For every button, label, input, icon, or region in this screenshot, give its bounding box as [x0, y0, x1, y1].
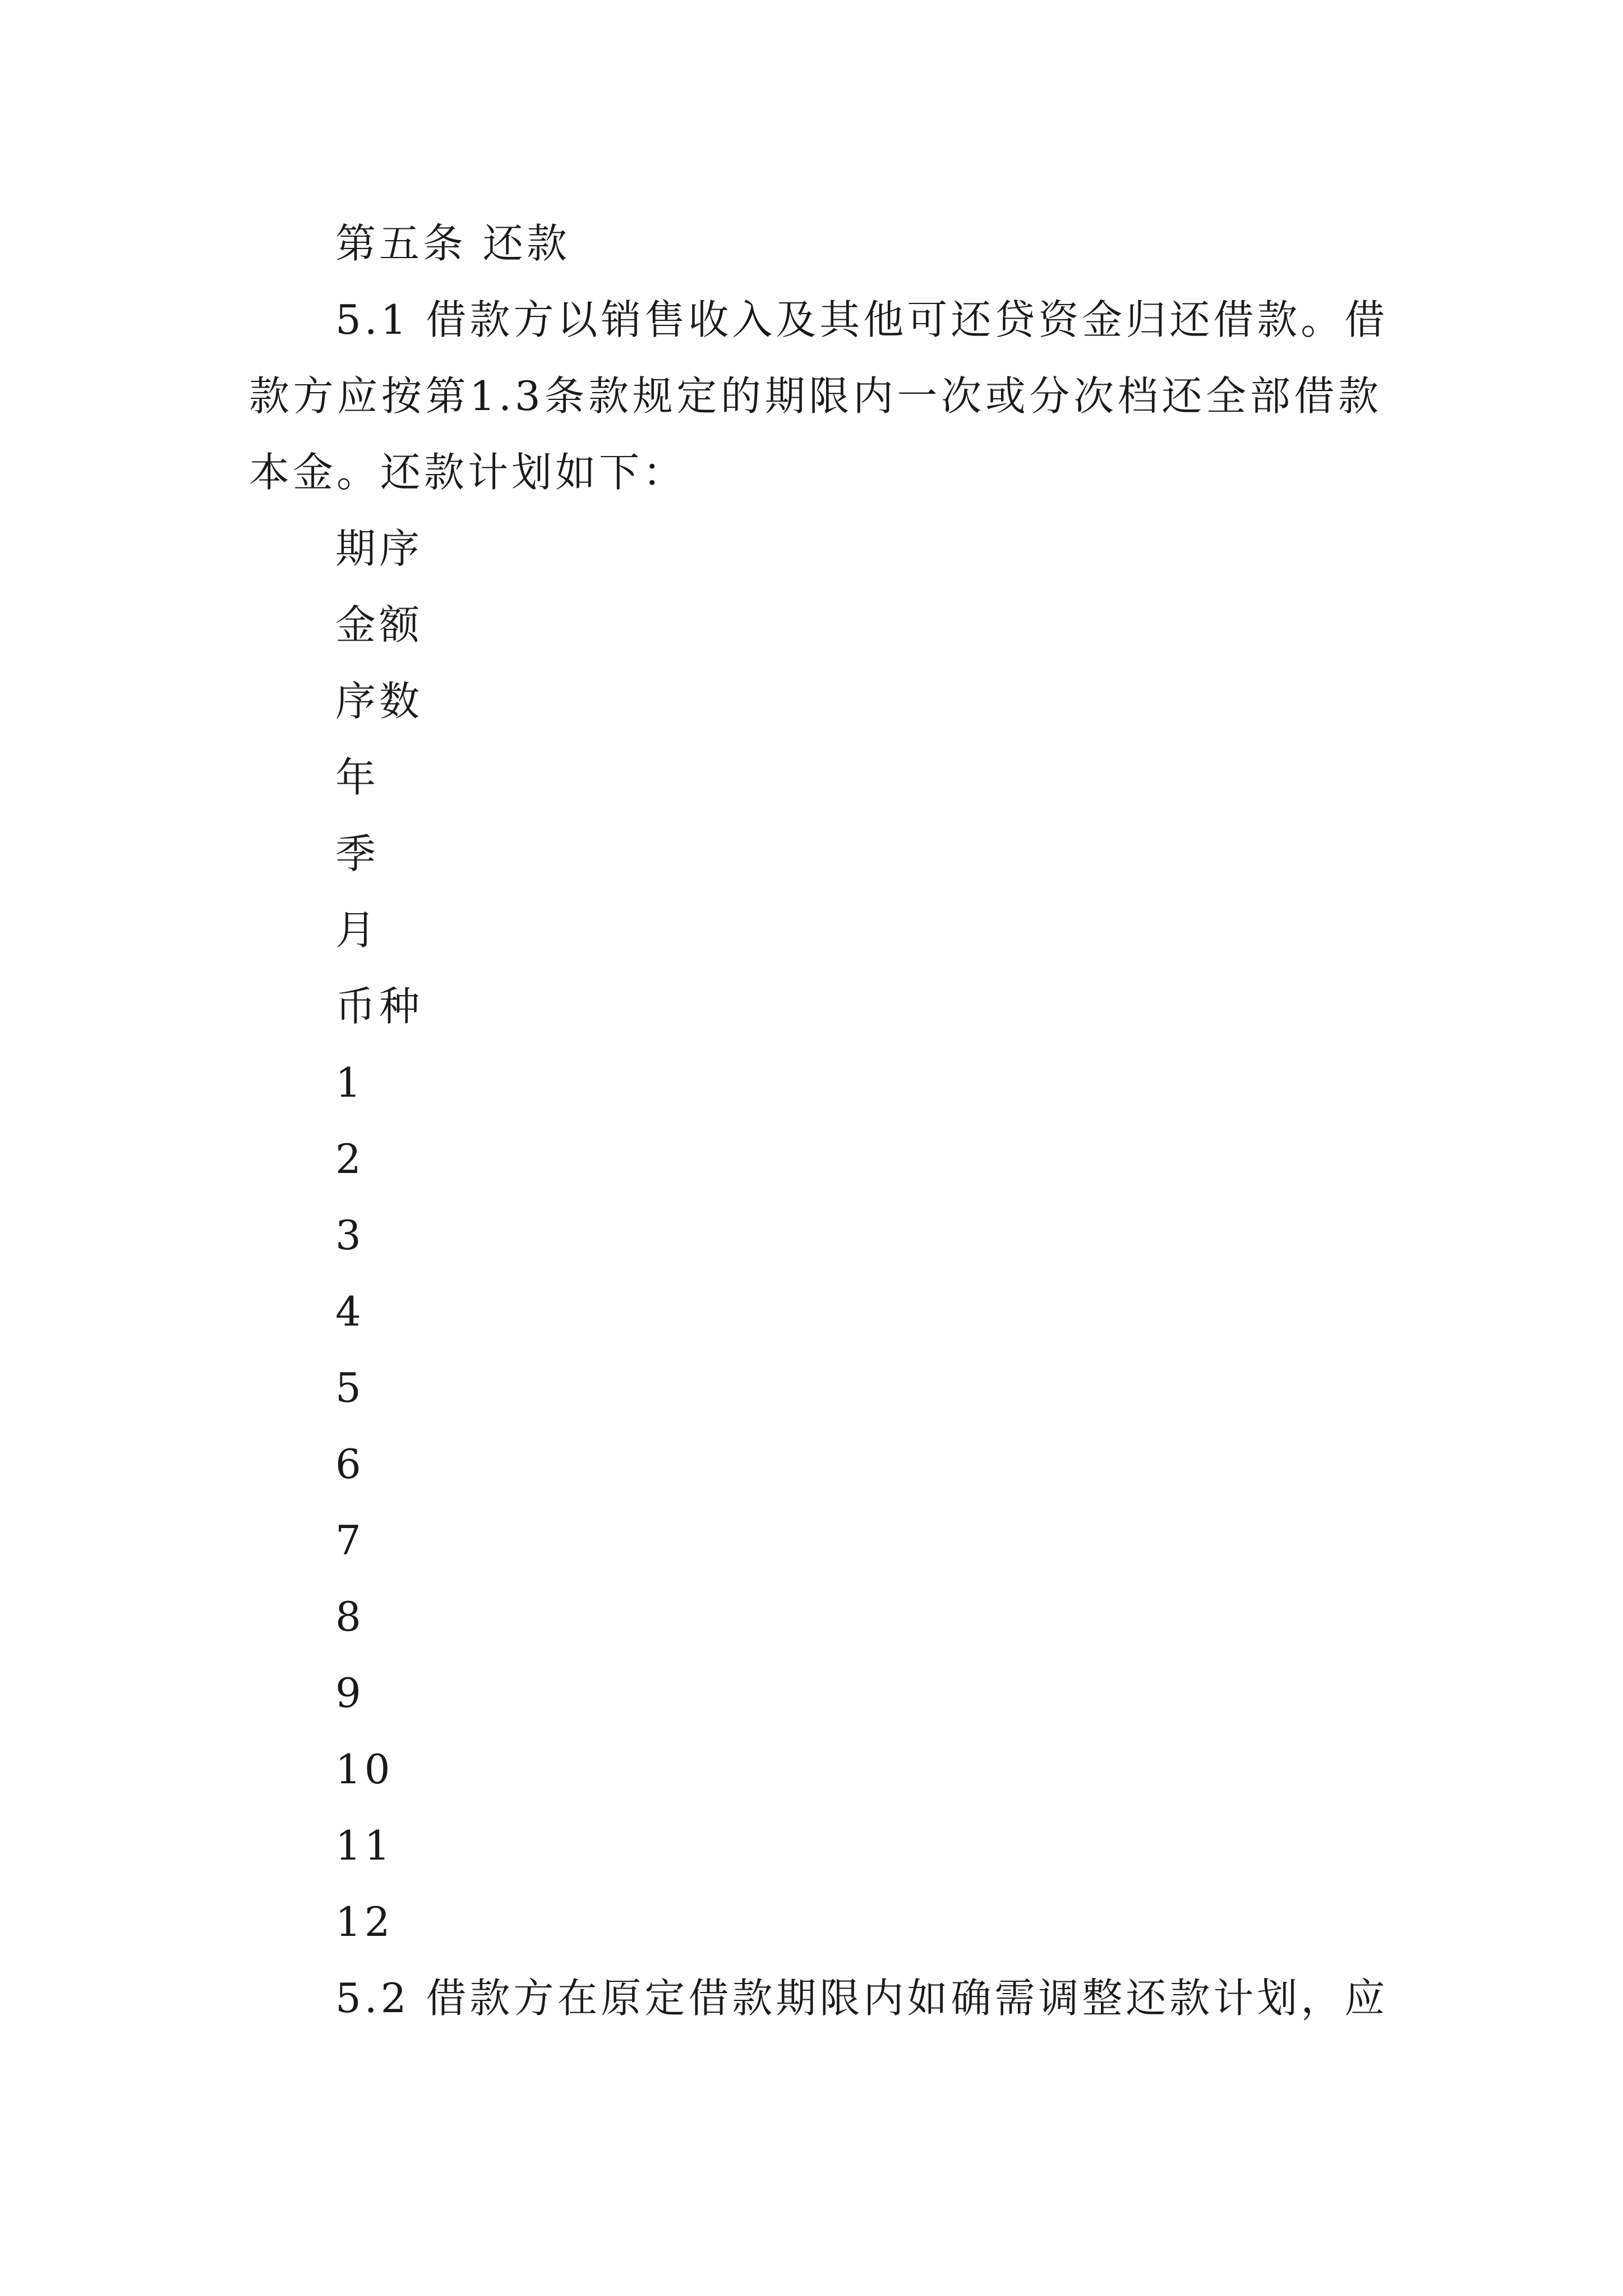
schedule-label: 币种 — [335, 983, 423, 1030]
schedule-label: 年 — [335, 754, 380, 801]
schedule-number: 9 — [335, 1669, 365, 1717]
clause-5-1-line-1: 5.1 借款方以销售收入及其他可还贷资金归还借款。借 — [335, 296, 1389, 343]
schedule-label: 期序 — [335, 525, 423, 572]
schedule-number: 12 — [335, 1898, 394, 1945]
schedule-number: 8 — [335, 1593, 365, 1640]
schedule-number: 10 — [335, 1746, 394, 1793]
schedule-number: 3 — [335, 1212, 365, 1259]
article-heading: 第五条 还款 — [335, 220, 570, 267]
clause-5-1-line-2: 款方应按第1.3条款规定的期限内一次或分次档还全部借款 — [249, 372, 1382, 420]
clause-5-2-line-1: 5.2 借款方在原定借款期限内如确需调整还款计划，应 — [335, 1975, 1389, 2022]
schedule-label: 序数 — [335, 678, 423, 725]
schedule-number: 2 — [335, 1135, 365, 1182]
schedule-number: 5 — [335, 1364, 365, 1411]
schedule-number: 1 — [335, 1059, 365, 1106]
schedule-number: 11 — [335, 1822, 394, 1869]
schedule-number: 6 — [335, 1441, 365, 1488]
schedule-label: 季 — [335, 830, 380, 877]
schedule-number: 4 — [335, 1288, 365, 1335]
schedule-label: 月 — [335, 907, 380, 954]
clause-5-1-line-3: 本金。还款计划如下： — [249, 449, 687, 496]
schedule-label: 金额 — [335, 601, 423, 648]
schedule-number: 7 — [335, 1517, 365, 1564]
